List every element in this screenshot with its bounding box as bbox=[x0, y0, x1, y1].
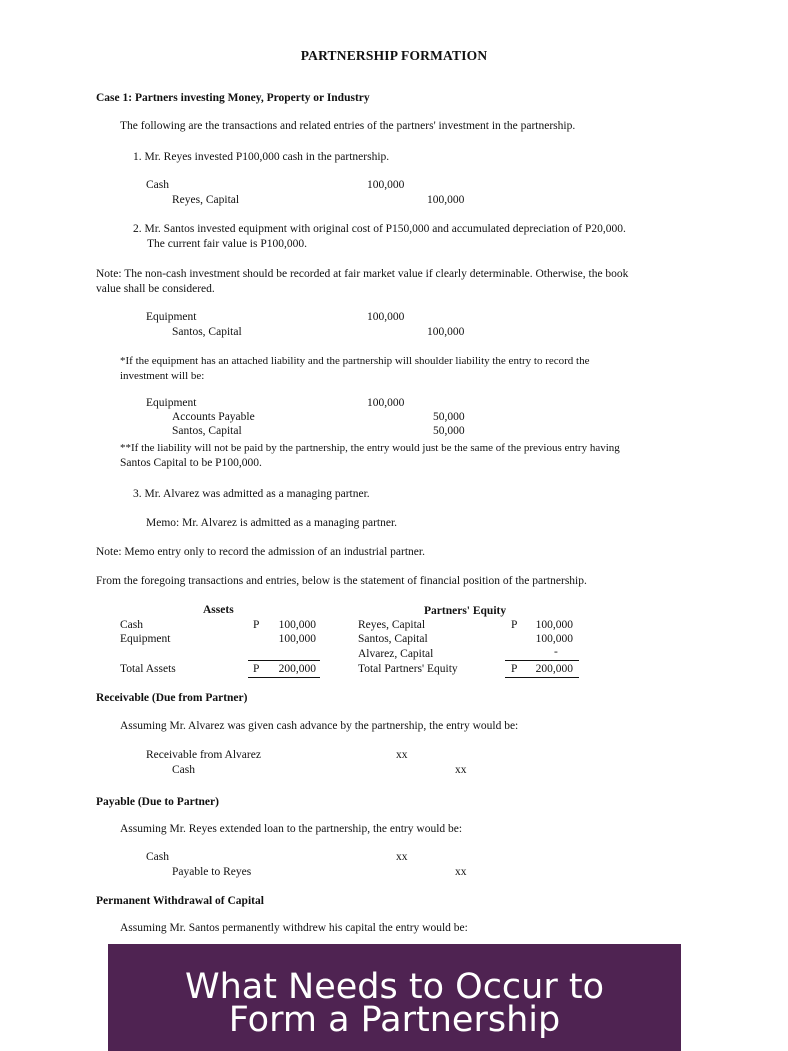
equity-label-santos: Santos, Capital bbox=[358, 633, 428, 645]
receivable-account-2: Cash bbox=[172, 764, 195, 776]
peso-sign: P bbox=[253, 619, 260, 631]
payable-credit-2: xx bbox=[455, 866, 467, 878]
liability-note-line-2: investment will be: bbox=[120, 370, 205, 382]
liability-note-line-1: *If the equipment has an attached liability and the partnership will shoulder liability the entry to record the bbox=[120, 355, 590, 367]
assets-total-rule bbox=[248, 660, 320, 661]
entry2-account-2: Santos, Capital bbox=[172, 326, 242, 338]
assets-header: Assets bbox=[203, 604, 234, 616]
banner-line-2: Form a Partnership bbox=[228, 1000, 561, 1040]
total-equity-label: Total Partners' Equity bbox=[358, 663, 458, 675]
entry3-account-1: Equipment bbox=[146, 397, 197, 409]
equity-label-reyes: Reyes, Capital bbox=[358, 619, 426, 631]
note-1-line-1: Note: The non-cash investment should be recorded at fair market value if clearly determinable. Otherwise, the book bbox=[96, 268, 629, 280]
entry2-debit-1: 100,000 bbox=[367, 311, 405, 323]
asset-amount-cash: 100,000 bbox=[278, 619, 316, 631]
receivable-heading: Receivable (Due from Partner) bbox=[96, 692, 248, 704]
item-2-line-2: The current fair value is P100,000. bbox=[147, 238, 307, 250]
payable-account-2: Payable to Reyes bbox=[172, 866, 252, 878]
payable-debit-1: xx bbox=[396, 851, 408, 863]
total-equity-amount: 200,000 bbox=[535, 663, 573, 675]
equity-amount-santos: 100,000 bbox=[535, 633, 573, 645]
equity-label-alvarez: Alvarez, Capital bbox=[358, 648, 434, 660]
payable-account-1: Cash bbox=[146, 851, 169, 863]
item-2-line-1: 2. Mr. Santos invested equipment with original cost of P150,000 and accumulated depreciation of P20,000. bbox=[133, 223, 626, 235]
equity-amount-reyes: 100,000 bbox=[535, 619, 573, 631]
equity-header: Partners' Equity bbox=[424, 605, 507, 617]
note-2: Note: Memo entry only to record the admission of an industrial partner. bbox=[96, 546, 425, 558]
item-1: 1. Mr. Reyes invested P100,000 cash in the partnership. bbox=[133, 151, 390, 163]
entry3-credit-3: 50,000 bbox=[433, 425, 465, 437]
asset-label-cash: Cash bbox=[120, 619, 143, 631]
page-title: PARTNERSHIP FORMATION bbox=[300, 48, 488, 63]
entry1-credit-2: 100,000 bbox=[427, 194, 465, 206]
receivable-debit-1: xx bbox=[396, 749, 408, 761]
assets-double-rule bbox=[248, 677, 320, 678]
asset-amount-equipment: 100,000 bbox=[278, 633, 316, 645]
entry3-account-3: Santos, Capital bbox=[172, 425, 242, 437]
entry2-account-1: Equipment bbox=[146, 311, 197, 323]
entry2-credit-2: 100,000 bbox=[427, 326, 465, 338]
total-assets-label: Total Assets bbox=[120, 663, 176, 675]
case1-heading: Case 1: Partners investing Money, Property or Industry bbox=[96, 92, 370, 104]
receivable-text: Assuming Mr. Alvarez was given cash advance by the partnership, the entry would be: bbox=[120, 720, 519, 732]
entry3-debit-1: 100,000 bbox=[367, 397, 405, 409]
foregoing-text: From the foregoing transactions and entries, below is the statement of financial position of the partnership. bbox=[96, 575, 587, 587]
item-3: 3. Mr. Alvarez was admitted as a managing partner. bbox=[133, 488, 370, 500]
entry1-account-2: Reyes, Capital bbox=[172, 194, 240, 206]
liability-note2-line-2: Santos Capital to be P100,000. bbox=[120, 457, 262, 469]
title-banner bbox=[108, 944, 681, 1051]
entry1-debit-1: 100,000 bbox=[367, 179, 405, 191]
equity-double-rule bbox=[505, 677, 579, 678]
peso-sign-equity: P bbox=[511, 619, 518, 631]
receivable-account-1: Receivable from Alvarez bbox=[146, 749, 261, 761]
memo-entry: Memo: Mr. Alvarez is admitted as a managing partner. bbox=[146, 517, 398, 529]
liability-note2-line-1: **If the liability will not be paid by the partnership, the entry would just be the same of the previous entry having bbox=[120, 442, 620, 454]
withdrawal-heading: Permanent Withdrawal of Capital bbox=[96, 895, 264, 907]
total-assets-amount: 200,000 bbox=[278, 663, 316, 675]
asset-label-equipment: Equipment bbox=[120, 633, 171, 645]
payable-heading: Payable (Due to Partner) bbox=[96, 796, 219, 808]
note-1-line-2: value shall be considered. bbox=[96, 283, 215, 295]
peso-sign-total-assets: P bbox=[253, 663, 260, 675]
withdrawal-text: Assuming Mr. Santos permanently withdrew his capital the entry would be: bbox=[120, 922, 468, 934]
entry3-credit-2: 50,000 bbox=[433, 411, 465, 423]
entry3-account-2: Accounts Payable bbox=[172, 411, 255, 423]
banner-line-1: What Needs to Occur to bbox=[184, 967, 605, 1007]
payable-text: Assuming Mr. Reyes extended loan to the partnership, the entry would be: bbox=[120, 823, 463, 835]
entry1-account-1: Cash bbox=[146, 179, 169, 191]
equity-total-rule bbox=[505, 660, 579, 661]
receivable-credit-2: xx bbox=[455, 764, 467, 776]
case1-intro: The following are the transactions and related entries of the partners' investment in the partnership. bbox=[120, 120, 576, 132]
equity-amount-alvarez: - bbox=[554, 646, 558, 658]
peso-sign-total-equity: P bbox=[511, 663, 518, 675]
